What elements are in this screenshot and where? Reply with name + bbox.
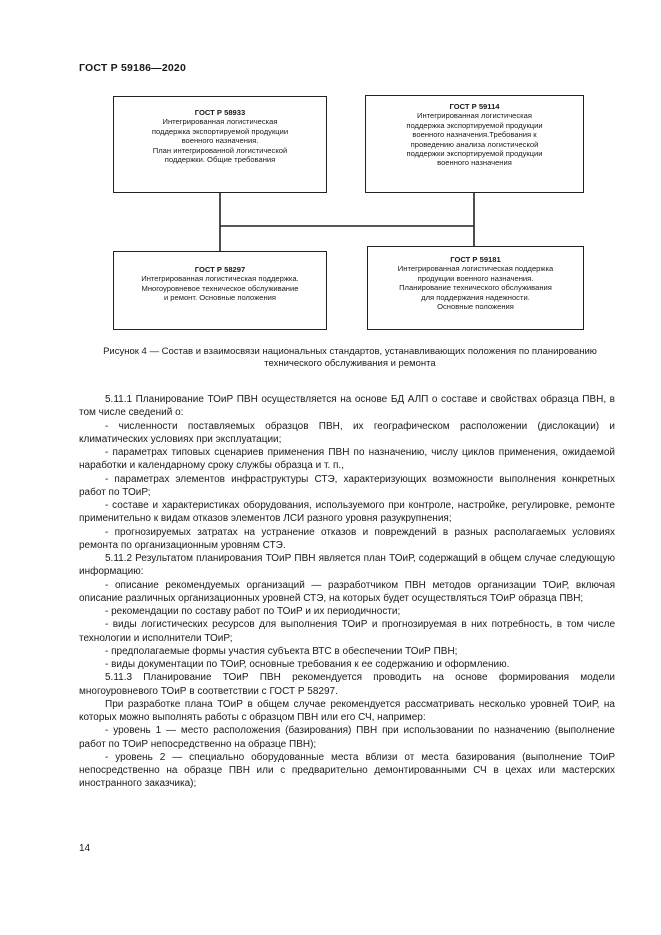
paragraph: - описание рекомендуемых организаций — разработчиком ПВН методов организации ТОиР, включая описание различных организационных уровней СТЭ, на которых будет осуществляться ТОиР образца ПВН; — [79, 579, 615, 604]
paragraph: 5.11.2 Результатом планирования ТОиР ПВН является план ТОиР, содержащий в общем случае следующую информацию: — [79, 553, 615, 578]
paragraph: - численности поставляемых образцов ПВН, их географическом расположении (дислокации) и климатических условиях при эксплуатации; — [79, 420, 615, 445]
paragraph: - рекомендации по составу работ по ТОиР и их периодичности; — [105, 606, 401, 617]
page-number: 14 — [79, 843, 91, 854]
paragraph: - предполагаемые формы участия субъекта ВТС в обеспечении ТОиР ПВН; — [105, 645, 458, 657]
paragraph: - виды документации по ТОиР, основные требования к ее содержанию и оформлению. — [105, 659, 510, 670]
paragraph: 5.11.3 Планирование ТОиР ПВН рекомендуется проводить на основе формирования модели многоуровневого ТОиР в соответствии с ГОСТ Р 58297. — [79, 672, 615, 697]
standard-title: ГОСТ Р 58933 — [194, 108, 246, 117]
standard-description: Интегрированная логистическая поддержка экспортируемой продукции военного назначения.Требования к проведению анализа логистической поддержки экспортируемой продукции военного назначения — [406, 111, 543, 168]
standard-box-58297 — [113, 251, 327, 330]
standard-box-59181 — [367, 246, 584, 330]
standard-box-59114 — [365, 95, 584, 193]
paragraph: - прогнозируемых затратах на устранение отказов и повреждений в разных располагаемых условиях ремонта по организационным уровням СТЭ. — [79, 526, 615, 551]
standard-title: ГОСТ Р 59114 — [449, 102, 500, 111]
paragraph: - уровень 1 — место расположения (базирования) ПВН при использовании по назначению (выполнение работ по ТОиР непосредственно на образце ПВН); — [79, 725, 615, 750]
paragraph: - параметрах типовых сценариев применения ПВН по назначению, числу циклов применения, ожидаемой наработки и календарному сроку службы образца и т. п., — [79, 447, 615, 472]
paragraph: - виды логистических ресурсов для выполнения ТОиР и прогнозируемая в них потребность, в том числе технологии и исполнители ТОиР; — [79, 619, 615, 644]
standard-box-58933 — [113, 96, 327, 193]
paragraph: При разработке плана ТОиР в общем случае рекомендуется рассматривать несколько уровней ТОиР, на которых можно выполнять работы с образцом ПВН или его СЧ, например: — [79, 698, 615, 723]
figure-caption: Рисунок 4 — Состав и взаимосвязи национальных стандартов, устанавливающих положения по планированию технического обслуживания и ремонта — [103, 346, 597, 369]
standard-title: ГОСТ Р 58297 — [194, 265, 246, 274]
standard-description: Интегрированная логистическая поддержка. Многоуровневое техническое обслуживание и ремонт. Основные положения — [141, 274, 299, 303]
paragraph: - уровень 2 — специально оборудованные места вблизи от места базирования (выполнение ТОиР непосредственно на образце ПВН или с предварительно демонтированными СЧ в цехах или мастерских иностранного заказчика); — [79, 751, 615, 790]
standard-title: ГОСТ Р 59181 — [450, 255, 501, 264]
standard-description: Интегрированная логистическая поддержка продукции военного назначения. Планирование технического обслуживания для поддержания надежности. Основные положения — [397, 264, 554, 312]
standard-description: Интегрированная логистическая поддержка экспортируемой продукции военного назначения. План интегрированной логистической поддержки. Общие требования — [151, 117, 289, 165]
paragraph: - составе и характеристиках оборудования, используемого при контроле, настройке, регулировке, ремонте применительно к видам отказов элементов ЛСИ разного уровня разукрупнения; — [79, 500, 615, 525]
document-header: ГОСТ Р 59186—2020 — [79, 62, 187, 74]
paragraph: - параметрах элементов инфраструктуры СТЭ, характеризующих возможности выполнения конкретных работ по ТОиР; — [79, 473, 615, 498]
body-text — [79, 393, 615, 791]
paragraph: 5.11.1 Планирование ТОиР ПВН осуществляется на основе БД АЛП о составе и свойствах образца ПВН, в том числе сведений о: — [79, 394, 615, 419]
